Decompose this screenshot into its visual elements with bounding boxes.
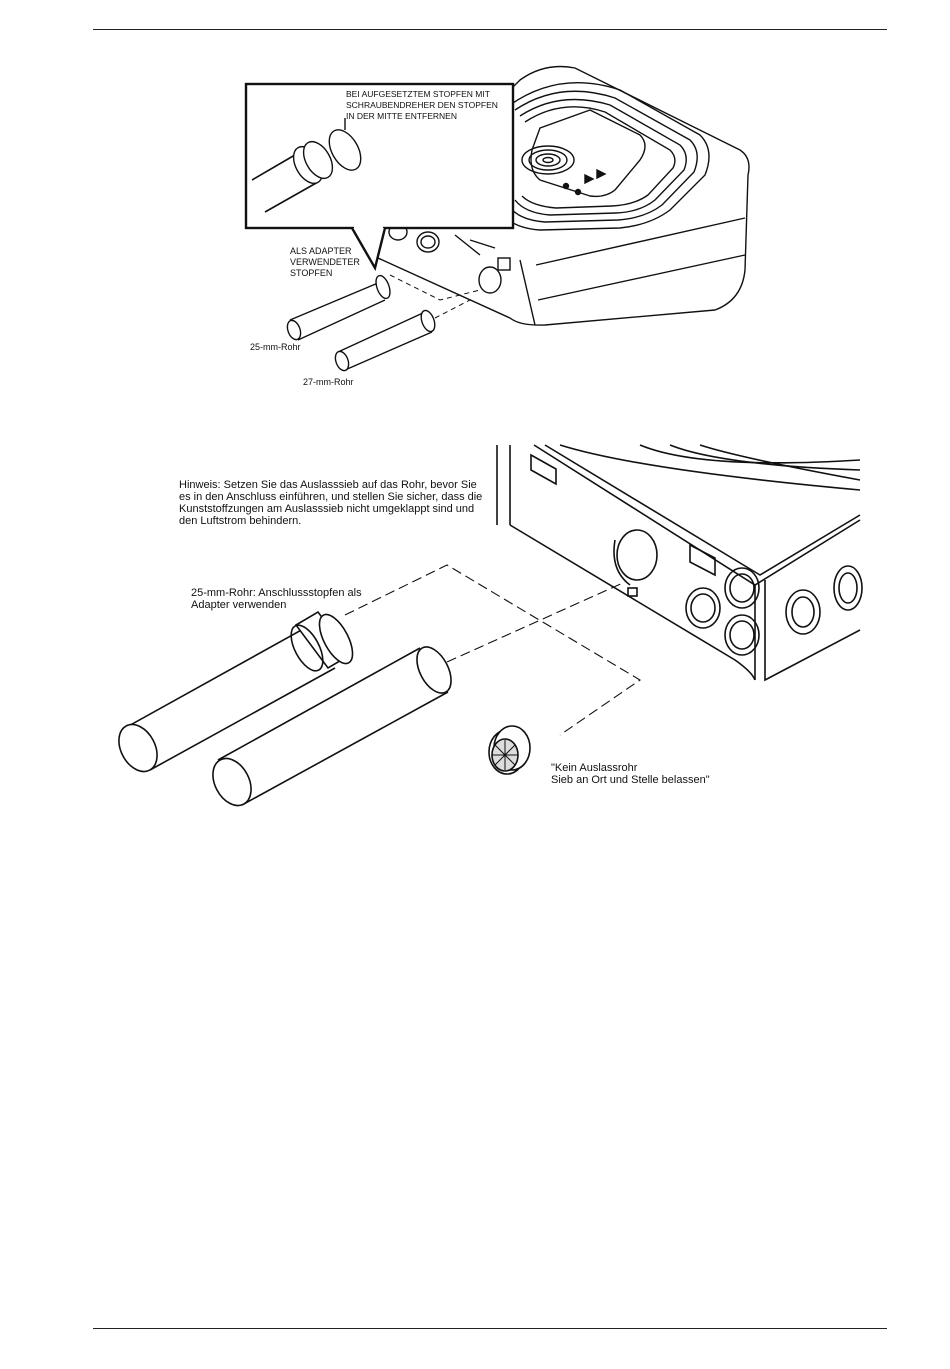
- callout-text: BEI AUFGESETZTEM STOPFEN MIT SCHRAUBENDREHER DEN STOPFEN IN DER MITTE ENTFERNEN: [346, 89, 498, 121]
- no-outlet-pipe-label: "Kein Auslassrohr Sieb an Ort und Stelle belassen": [551, 762, 710, 786]
- adapter-usage-label: 25-mm-Rohr: Anschlussstopfen als Adapter verwenden: [191, 587, 362, 611]
- adapter-stopper-label: ALS ADAPTER VERWENDETER STOPFEN: [290, 246, 360, 278]
- pipe-25mm-label: 25-mm-Rohr: [250, 342, 301, 352]
- note-text: Hinweis: Setzen Sie das Auslasssieb auf das Rohr, bevor Sie es in den Anschluss einführen, und stellen Sie sicher, dass die Kunststoffzungen am Auslasssieb nicht umgeklappt sind und den Luftstrom behindern.: [179, 479, 483, 527]
- pipe-27mm-label: 27-mm-Rohr: [303, 377, 354, 387]
